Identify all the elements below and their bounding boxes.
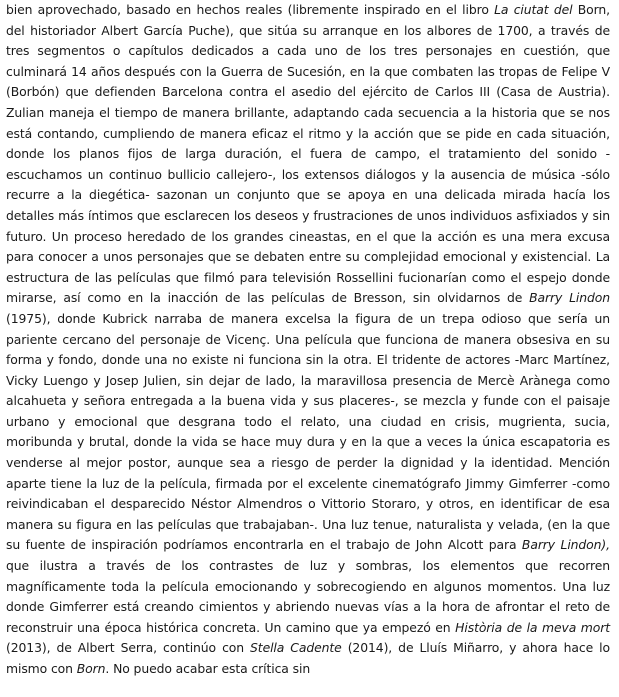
book-title-italic: La ciutat del — [494, 2, 573, 17]
text-segment: bien aprovechado, basado en hechos reales (libremente inspirado en el libro — [6, 2, 495, 17]
film-title-italic: Barry Lindon — [529, 290, 610, 306]
text-segment: (2014), de Lluís Miñarro, y ahora hace lo mismo con — [6, 640, 610, 676]
text-segment: que ilustra a través de los contrastes de luz y sombras, los elementos que recorren magníficamente toda la película emocionando y sobrecogiendo en algunos momentos. Una luz donde Gimferrer está creando cimientos y abriendo nuevas vías a la hora de afrontar el reto de reconstruir una época histórica concreta. Un camino que ya empezó en — [6, 558, 610, 635]
film-title-italic: Història de la meva mort — [455, 619, 611, 635]
text-segment: Born, del historiador Albert García Puche), que sitúa su arranque en los albores de 1700, a través de tres segmentos o capítulos dedicados a cada uno de los tres personajes en cuestión, que culminará 14 años después con la Guerra de Sucesión, en la que combaten las tropas de Felipe V (Borbón) que defienden Barcelona contra el asedio del ejército de Carlos III (Casa de Austria). Zulian maneja el tiempo de manera brillante, adaptando cada secuencia a la historia que se nos está contando, cumpliendo de manera eficaz el ritmo y la acción que se pide en cada situación, donde los planos fijos de larga duración, el fuera de campo, el tratamiento del sonido -escuchamos un continuo bullicio callejero-, los extensos diálogos y la ausencia de música -sólo recurre a la diegética- sazonan un conjunto que se apoya en una delicada mirada hacía los detalles más íntimos que esclarecen los deseos y frustraciones de unos individuos asfixiados y sin futuro. Un proceso heredado de los grandes cineastas, en el que la acción es una mera excusa para conocer a unos personajes que se debaten entre su complejidad emocional y existencial. La estructura de las películas que filmó para televisión Rossellini fucionarían como el espejo donde mirarse, así como en la inacción de las películas de Bresson, sin olvidarnos de — [6, 2, 611, 306]
film-title-italic: Born — [76, 661, 106, 676]
film-title-italic: Barry Lindon), — [521, 537, 610, 553]
film-title-italic: Stella Cadente — [250, 640, 342, 656]
text-segment: . No puedo acabar esta crítica sin — [105, 661, 311, 676]
text-segment: (2013), de Albert Serra, continúo con — [6, 640, 251, 656]
text-segment: (1975), donde Kubrick narraba de manera excelsa la figura de un trepa odioso que sería un pariente cercano del personaje de Vicenç. Una película que funciona de manera obsesiva en su forma y fondo, donde una no existe ni funciona sin la otra. El tridente de actores -Marc Martínez, Vicky Luengo y Josep Julien, sin dejar de lado, la maravillosa presencia de Mercè Arànega como alcahueta y señora entregada a la buena vida y sus placeres-, se mezcla y funde con el paisaje urbano y emocional que desgrana todo el relato, una ciudad en crisis, mugrienta, sucia, moribunda y brutal, donde la vida se hace muy dura y en la que a veces la única escapatoria es venderse al mejor postor, aunque sea a riesgo de perder la dignidad y la identidad. Mención aparte tiene la luz de la película, firmada por el excelente cinematógrafo Jimmy Gimferrer -como reivindicaban el desparecido Néstor Almendros o Vittorio Storaro, y otros, en identificar de esa manera su figura en las películas que trabajaban-. Una luz tenue, naturalista y velada, (en la que su fuente de inspiración podríamos encontrarla en el trabajo de John Alcott para — [6, 310, 610, 553]
article-body — [6, 0, 610, 680]
